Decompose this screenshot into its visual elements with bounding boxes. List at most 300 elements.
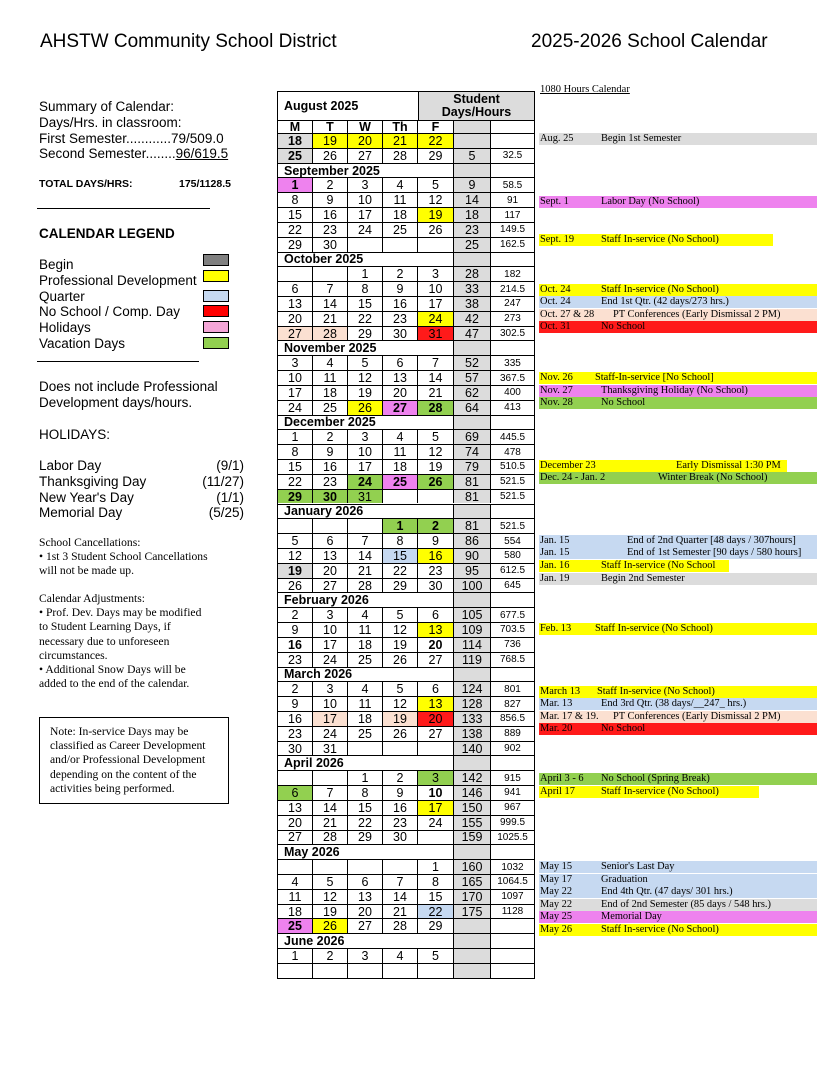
event-date: Feb. 13 bbox=[540, 623, 572, 634]
week-row bbox=[278, 355, 534, 370]
day-cell: 29 bbox=[278, 238, 313, 252]
day-cell: 10 bbox=[313, 697, 348, 711]
day-cell: 27 bbox=[418, 653, 454, 667]
day-cell: 22 bbox=[348, 312, 383, 326]
legend-item bbox=[39, 336, 197, 352]
day-cell: 3 bbox=[313, 608, 348, 622]
day-cell: 23 bbox=[278, 727, 313, 741]
day-cell: 15 bbox=[278, 460, 313, 474]
event-row bbox=[539, 773, 817, 785]
note-line: depending on the content of the bbox=[50, 767, 197, 781]
student-hours-cell: 677.5 bbox=[499, 609, 526, 621]
student-hours-cell: 915 bbox=[504, 772, 521, 784]
week-row bbox=[278, 533, 534, 548]
event-row bbox=[539, 723, 817, 735]
day-cell: 12 bbox=[418, 193, 454, 207]
week-row bbox=[278, 311, 534, 326]
event-row bbox=[539, 711, 817, 723]
month-label: January 2026 bbox=[278, 505, 454, 519]
student-days-cell: 159 bbox=[454, 831, 491, 845]
day-cell: 10 bbox=[348, 193, 383, 207]
day-cell bbox=[383, 238, 418, 252]
student-hours-cell: 801 bbox=[504, 683, 521, 695]
day-cell: 20 bbox=[278, 312, 313, 326]
student-days-cell: 100 bbox=[454, 579, 491, 593]
month-days-cell bbox=[454, 593, 491, 607]
legend-label: Professional Development bbox=[39, 272, 197, 288]
event-desc: No School bbox=[601, 723, 646, 734]
student-hours-cell: 967 bbox=[504, 802, 521, 814]
week-row bbox=[278, 622, 534, 637]
legend-label: Begin bbox=[39, 257, 74, 272]
day-cell: 17 bbox=[348, 460, 383, 474]
summary-section bbox=[39, 99, 228, 162]
day-cell: 9 bbox=[313, 445, 348, 459]
student-days-cell: 42 bbox=[454, 312, 491, 326]
day-cell: 7 bbox=[313, 786, 348, 800]
day-cell: 21 bbox=[383, 905, 418, 919]
adjustments-title: Calendar Adjustments: bbox=[39, 592, 145, 605]
day-cell: 11 bbox=[383, 193, 418, 207]
day-cell: 17 bbox=[348, 208, 383, 222]
week-row bbox=[278, 785, 534, 800]
holiday-row bbox=[39, 490, 244, 506]
day-cell: 16 bbox=[383, 297, 418, 311]
legend-swatch bbox=[203, 290, 229, 302]
day-cell: 21 bbox=[313, 312, 348, 326]
student-hours-cell: 889 bbox=[504, 728, 521, 740]
day-cell bbox=[418, 742, 454, 756]
day-cell: 1 bbox=[278, 430, 313, 444]
day-cell: 18 bbox=[383, 208, 418, 222]
day-cell: 13 bbox=[418, 697, 454, 711]
day-cell bbox=[313, 267, 348, 281]
adjustment-line: to Student Learning Days, if bbox=[39, 620, 171, 634]
holiday-date: (5/25) bbox=[208, 505, 244, 521]
event-date: Jan. 16 bbox=[540, 560, 570, 571]
legend-swatch bbox=[203, 321, 229, 333]
day-cell bbox=[383, 490, 418, 504]
holiday-date: (1/1) bbox=[216, 489, 244, 505]
student-days-cell: 25 bbox=[454, 238, 491, 252]
week-row bbox=[278, 133, 534, 148]
day-cell: 1 bbox=[348, 267, 383, 281]
holiday-date: (9/1) bbox=[216, 458, 244, 473]
student-days-cell: 79 bbox=[454, 460, 491, 474]
day-cell: 22 bbox=[418, 134, 454, 148]
day-cell: 19 bbox=[313, 134, 348, 148]
day-cell: 8 bbox=[278, 445, 313, 459]
day-cell: 27 bbox=[418, 727, 454, 741]
day-cell: 8 bbox=[348, 786, 383, 800]
event-desc: End 1st Qtr. (42 days/273 hrs.) bbox=[601, 296, 729, 307]
day-cell bbox=[348, 238, 383, 252]
day-cell: 17 bbox=[418, 801, 454, 815]
day-cell: 5 bbox=[418, 178, 454, 192]
second-semester-label: Second Semester........ bbox=[39, 146, 176, 162]
student-days-cell: 95 bbox=[454, 564, 491, 578]
day-cell: 10 bbox=[418, 786, 454, 800]
month-days-cell bbox=[454, 341, 491, 355]
day-cell: 21 bbox=[383, 134, 418, 148]
day-cell bbox=[278, 519, 313, 533]
adjustment-line: necessary due to unforeseen bbox=[39, 634, 170, 648]
month-days-cell bbox=[454, 756, 491, 770]
student-hours-cell: 445.5 bbox=[499, 431, 526, 443]
month-row bbox=[278, 933, 534, 948]
day-cell: 14 bbox=[348, 549, 383, 563]
legend-item bbox=[39, 273, 197, 289]
student-hours-cell: 941 bbox=[504, 787, 521, 799]
event-date: May 17 bbox=[540, 874, 573, 885]
day-cell: 1 bbox=[348, 771, 383, 785]
holiday-date: (11/27) bbox=[202, 473, 244, 489]
legend-title: CALENDAR LEGEND bbox=[39, 226, 175, 241]
month-row bbox=[278, 163, 534, 178]
day-cell: 6 bbox=[418, 682, 454, 696]
day-cell: 7 bbox=[313, 282, 348, 296]
legend-item bbox=[39, 320, 197, 336]
student-days-cell: 14 bbox=[454, 193, 491, 207]
legend-item bbox=[39, 304, 197, 320]
week-row bbox=[278, 563, 534, 578]
week-row bbox=[278, 237, 534, 252]
day-cell: 23 bbox=[313, 475, 348, 489]
note-line: Note: In-service Days may be bbox=[50, 725, 189, 738]
student-hours-cell: 149.5 bbox=[499, 224, 526, 236]
day-cell: 2 bbox=[418, 519, 454, 533]
note-line: activities being performed. bbox=[50, 781, 175, 795]
day-cell: 24 bbox=[348, 475, 383, 489]
student-hours-cell: 162.5 bbox=[499, 239, 526, 251]
student-hours-cell: 91 bbox=[506, 194, 519, 206]
event-date: April 3 - 6 bbox=[540, 773, 584, 784]
month-hours-cell bbox=[491, 164, 534, 178]
week-row bbox=[278, 222, 534, 237]
day-cell: 27 bbox=[348, 149, 383, 163]
day-cell: 30 bbox=[278, 742, 313, 756]
week-row bbox=[278, 652, 534, 667]
day-cell: 18 bbox=[278, 134, 313, 148]
day-cell: 13 bbox=[383, 371, 418, 385]
day-cell: 27 bbox=[383, 401, 418, 415]
student-days-cell: 140 bbox=[454, 742, 491, 756]
day-cell bbox=[278, 860, 313, 874]
month-label: November 2025 bbox=[278, 341, 454, 355]
day-cell: 2 bbox=[278, 608, 313, 622]
event-row bbox=[539, 234, 773, 246]
total-label: TOTAL DAYS/HRS: bbox=[39, 178, 133, 190]
event-date: Oct. 27 & 28 bbox=[540, 309, 595, 320]
event-row bbox=[539, 284, 817, 296]
event-date: Mar. 20 bbox=[540, 723, 573, 734]
day-cell: 5 bbox=[278, 534, 313, 548]
first-semester-row bbox=[39, 131, 228, 147]
event-desc: PT Conferences (Early Dismissal 2 PM) bbox=[613, 711, 781, 722]
day-cell: 5 bbox=[348, 356, 383, 370]
student-days-cell: 160 bbox=[454, 860, 491, 874]
day-cell: 6 bbox=[418, 608, 454, 622]
day-cell: 2 bbox=[278, 682, 313, 696]
month-label: April 2026 bbox=[278, 756, 454, 770]
day-cell: 15 bbox=[348, 297, 383, 311]
event-desc: Begin 1st Semester bbox=[601, 133, 682, 144]
adjustment-line: added to the end of the calendar. bbox=[39, 677, 190, 691]
day-cell: 14 bbox=[383, 890, 418, 904]
month-label: December 2025 bbox=[278, 416, 454, 430]
summary-subtitle: Days/Hrs. in classroom: bbox=[39, 114, 182, 130]
day-cell: 30 bbox=[313, 490, 348, 504]
student-days-cell: 90 bbox=[454, 549, 491, 563]
day-cell: 20 bbox=[418, 712, 454, 726]
student-hours-cell: 214.5 bbox=[499, 283, 526, 295]
week-row bbox=[278, 726, 534, 741]
event-row bbox=[539, 321, 817, 333]
event-date: April 17 bbox=[540, 786, 575, 797]
day-cell: 28 bbox=[313, 327, 348, 341]
day-cell: 12 bbox=[418, 445, 454, 459]
day-cell: 24 bbox=[278, 401, 313, 415]
student-days-cell: 150 bbox=[454, 801, 491, 815]
weekday-blank bbox=[454, 121, 491, 133]
event-row bbox=[539, 309, 817, 321]
day-cell: 26 bbox=[383, 727, 418, 741]
holiday-name: Labor Day bbox=[39, 458, 102, 473]
event-desc: End 4th Qtr. (47 days/ 301 hrs.) bbox=[601, 886, 733, 897]
day-cell: 25 bbox=[383, 223, 418, 237]
week-row bbox=[278, 948, 534, 963]
day-cell: 13 bbox=[418, 623, 454, 637]
event-desc: Staff In-service (No School) bbox=[601, 924, 719, 935]
event-desc: Staff In-service (No School) bbox=[597, 686, 715, 697]
student-hours-cell: 367.5 bbox=[499, 372, 526, 384]
month-days-cell bbox=[454, 845, 491, 859]
inservice-note-box bbox=[39, 717, 229, 804]
day-cell: 3 bbox=[418, 771, 454, 785]
week-row bbox=[278, 904, 534, 919]
day-cell: 31 bbox=[313, 742, 348, 756]
event-date: Aug. 25 bbox=[540, 133, 574, 144]
day-cell: 10 bbox=[418, 282, 454, 296]
day-cell: 30 bbox=[383, 831, 418, 845]
week-row bbox=[278, 815, 534, 830]
event-row bbox=[539, 385, 817, 397]
student-hours-cell: 645 bbox=[504, 580, 521, 591]
day-cell: 11 bbox=[278, 890, 313, 904]
student-days-cell: 23 bbox=[454, 223, 491, 237]
event-date: Mar. 17 & 19. bbox=[540, 711, 599, 722]
cancellations-title: School Cancellations: bbox=[39, 536, 141, 549]
week-row bbox=[278, 859, 534, 874]
event-row bbox=[539, 296, 817, 308]
day-cell: 20 bbox=[418, 638, 454, 652]
day-cell: 21 bbox=[313, 816, 348, 830]
event-row bbox=[539, 861, 817, 873]
day-cell: 24 bbox=[418, 312, 454, 326]
week-row bbox=[278, 681, 534, 696]
day-cell bbox=[418, 964, 454, 978]
holidays-title: HOLIDAYS: bbox=[39, 427, 111, 442]
event-date: May 15 bbox=[540, 861, 573, 872]
day-cell: 19 bbox=[383, 638, 418, 652]
day-cell: 6 bbox=[313, 534, 348, 548]
month-label: June 2026 bbox=[278, 934, 454, 948]
month-days-cell bbox=[454, 164, 491, 178]
note-line: and/or Professional Development bbox=[50, 753, 206, 767]
week-row bbox=[278, 266, 534, 281]
student-days-cell: 74 bbox=[454, 445, 491, 459]
day-cell: 29 bbox=[348, 831, 383, 845]
day-cell: 15 bbox=[278, 208, 313, 222]
month-hours-cell bbox=[491, 505, 534, 519]
event-desc: Staff In-service (No School bbox=[601, 560, 716, 571]
day-cell: 29 bbox=[418, 919, 454, 933]
student-days-cell: 114 bbox=[454, 638, 491, 652]
legend-swatch bbox=[203, 337, 229, 349]
day-cell: 14 bbox=[313, 801, 348, 815]
student-hours-cell: 1128 bbox=[501, 906, 524, 918]
week-row bbox=[278, 607, 534, 622]
student-hours-cell: 117 bbox=[504, 209, 521, 221]
day-cell: 18 bbox=[383, 460, 418, 474]
day-cell: 30 bbox=[418, 579, 454, 593]
student-hours-cell bbox=[491, 134, 534, 148]
week-row bbox=[278, 459, 534, 474]
day-cell: 27 bbox=[348, 919, 383, 933]
day-cell bbox=[278, 267, 313, 281]
month-hours-cell bbox=[491, 341, 534, 355]
event-date: May 22 bbox=[540, 899, 573, 910]
day-cell: 31 bbox=[348, 490, 383, 504]
event-date: Sept. 1 bbox=[540, 196, 569, 207]
weekday-f: F bbox=[418, 121, 454, 133]
legend-label: Vacation Days bbox=[39, 335, 126, 351]
weekday-w: W bbox=[348, 121, 383, 133]
day-cell: 19 bbox=[418, 460, 454, 474]
day-cell: 4 bbox=[383, 430, 418, 444]
student-hours-cell: 182 bbox=[504, 268, 521, 280]
event-row bbox=[539, 133, 817, 145]
event-desc: Winter Break (No School) bbox=[658, 472, 768, 483]
day-cell: 26 bbox=[313, 919, 348, 933]
day-cell: 18 bbox=[278, 905, 313, 919]
week-row bbox=[278, 296, 534, 311]
day-cell: 3 bbox=[418, 267, 454, 281]
day-cell: 7 bbox=[383, 875, 418, 889]
month-row bbox=[278, 340, 534, 355]
month-label: September 2025 bbox=[278, 164, 454, 178]
week-row bbox=[278, 963, 534, 978]
day-cell: 18 bbox=[348, 712, 383, 726]
month-row bbox=[278, 667, 534, 682]
holiday-name: Memorial Day bbox=[39, 505, 123, 521]
week-row bbox=[278, 770, 534, 785]
day-cell: 6 bbox=[278, 282, 313, 296]
event-row bbox=[539, 924, 817, 936]
day-cell: 11 bbox=[383, 445, 418, 459]
student-days-cell: 57 bbox=[454, 371, 491, 385]
day-cell: 4 bbox=[313, 356, 348, 370]
event-row bbox=[539, 899, 817, 911]
day-cell: 12 bbox=[313, 890, 348, 904]
event-date: Mar. 13 bbox=[540, 698, 573, 709]
student-days-cell: 9 bbox=[454, 178, 491, 192]
event-row bbox=[539, 686, 817, 698]
legend-list bbox=[39, 257, 197, 352]
day-cell: 5 bbox=[383, 682, 418, 696]
event-row bbox=[539, 196, 817, 208]
second-semester-row bbox=[39, 146, 228, 162]
week-row bbox=[278, 711, 534, 726]
student-hours-cell: 703.5 bbox=[499, 624, 526, 636]
student-hours-cell: 1064.5 bbox=[497, 876, 528, 888]
total-value: 175/1128.5 bbox=[179, 178, 231, 190]
event-row bbox=[539, 547, 817, 559]
day-cell: 15 bbox=[348, 801, 383, 815]
pd-note: Does not include Professional Development days/hours. bbox=[39, 379, 218, 410]
events-title: 1080 Hours Calendar bbox=[540, 84, 630, 95]
student-hours-cell: 999.5 bbox=[499, 817, 526, 829]
student-hours-cell: 736 bbox=[504, 639, 521, 651]
legend-swatch bbox=[203, 270, 229, 282]
holiday-row bbox=[39, 458, 244, 474]
week-row bbox=[278, 637, 534, 652]
day-cell: 4 bbox=[383, 178, 418, 192]
calendar-year-title: 2025-2026 School Calendar bbox=[531, 31, 768, 52]
day-cell: 25 bbox=[278, 919, 313, 933]
student-hours-cell: 521.5 bbox=[499, 476, 526, 488]
month-hours-cell bbox=[491, 416, 534, 430]
cancellations-line2: will not be made up. bbox=[39, 564, 134, 578]
student-hours-cell: 521.5 bbox=[499, 520, 526, 532]
day-cell: 13 bbox=[313, 549, 348, 563]
student-days-cell: 138 bbox=[454, 727, 491, 741]
day-cell bbox=[348, 964, 383, 978]
month-hours-cell bbox=[491, 593, 534, 607]
holiday-list bbox=[39, 458, 244, 521]
event-desc: No School bbox=[601, 321, 646, 332]
student-days-cell: 155 bbox=[454, 816, 491, 830]
day-cell: 9 bbox=[383, 282, 418, 296]
week-row bbox=[278, 400, 534, 415]
note-line: classified as Career Development bbox=[50, 739, 206, 753]
day-cell bbox=[418, 490, 454, 504]
event-desc: No School bbox=[601, 397, 646, 408]
day-cell: 27 bbox=[313, 579, 348, 593]
day-cell: 29 bbox=[418, 149, 454, 163]
day-cell: 13 bbox=[278, 801, 313, 815]
adjustment-line: circumstances. bbox=[39, 648, 108, 662]
day-cell: 23 bbox=[383, 816, 418, 830]
day-cell bbox=[313, 771, 348, 785]
student-days-cell: 165 bbox=[454, 875, 491, 889]
day-cell bbox=[348, 860, 383, 874]
summary-title: Summary of Calendar: bbox=[39, 99, 175, 114]
day-cell: 17 bbox=[313, 638, 348, 652]
student-days-cell: 175 bbox=[454, 905, 491, 919]
day-cell: 15 bbox=[418, 890, 454, 904]
day-cell: 2 bbox=[313, 949, 348, 963]
student-days-cell bbox=[454, 919, 491, 933]
weekday-header bbox=[278, 120, 534, 133]
legend-swatch bbox=[203, 305, 229, 317]
event-row bbox=[539, 372, 817, 384]
day-cell: 19 bbox=[418, 208, 454, 222]
event-desc: Begin 2nd Semester bbox=[601, 573, 685, 584]
day-cell: 24 bbox=[313, 727, 348, 741]
day-cell: 19 bbox=[383, 712, 418, 726]
student-hours-cell bbox=[491, 964, 534, 978]
